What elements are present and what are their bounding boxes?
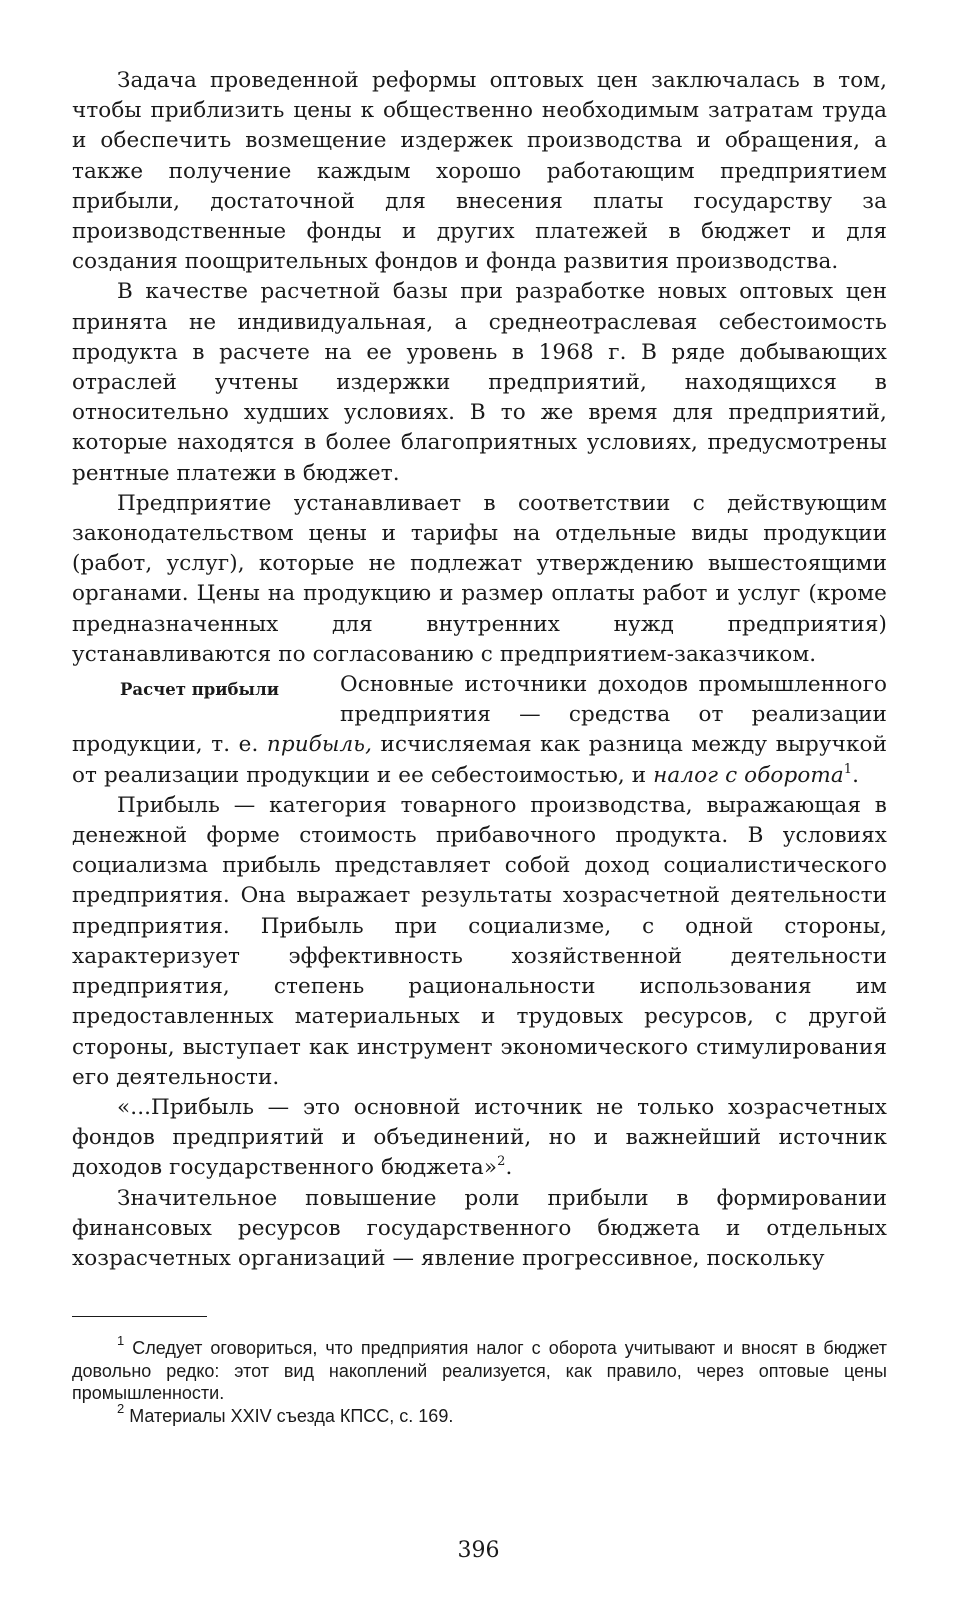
text-run: Основные источники доходов промышленного предприятия — средства от реализации продукции, т. е. [72, 672, 887, 758]
footnote-ref-1: 1 [843, 761, 853, 777]
paragraph-profit-role: Значительное повышение роли прибыли в формировании финансовых ресурсов государственного бюджета и отдельных хозрасчетных организаций — явление прогрессивное, поскольку [72, 1185, 887, 1271]
footnote-2 [72, 1400, 887, 1428]
paragraph-quote [72, 1093, 887, 1184]
text-run: . [505, 1155, 513, 1181]
paragraph-price-reform-goal: Задача проведенной реформы оптовых цен заключалась в том, чтобы приблизить цены к общественно необходимым затратам труда и обеспечить возмещение издержек производства и обращения, а также получение каждым хорошо работающим предприятием прибыли, достаточной для внесения платы государству за производственные фонды и других платежей в бюджет и для создания поощрительных фондов и фонда развития производства. [72, 68, 887, 275]
page-number: 396 [457, 1538, 500, 1563]
footnote-text: Следует оговориться, что предприятия налог с оборота учитывают и вносят в бюджет довольно редко: этот вид накоплений реализуется, как правило, через оптовые цены промышленности. [72, 1338, 887, 1404]
paragraph-enterprise-prices: Предприятие устанавливает в соответствии с действующим законодательством цены и тарифы на отдельные виды продукции (работ, услуг), которые не подлежат утверждению вышестоящими органами. Цены на продукцию и размер оплаты работ и услуг (кроме предназначенных для внутренних нужд предприятия) устанавливаются по согласованию с предприятием-заказчиком. [72, 490, 887, 667]
paragraph-profit-definition: Прибыль — категория товарного производства, выражающая в денежной форме стоимость прибавочного продукта. В условиях социализма прибыль представляет собой доход социалистического предприятия. Она выражает результаты хозрасчетной деятельности предприятия. Прибыль при социализме, с одной стороны, характеризует эффективность хозяйственной деятельности предприятия, степень рациональности использования им предоставленных материальных и трудовых ресурсов, с другой стороны, выступает как инструмент экономического стимулирования его деятельности. [72, 792, 887, 1090]
footnote-ref-2: 2 [497, 1154, 506, 1170]
footnote-1 [72, 1333, 887, 1405]
footnote-text: Материалы XXIV съезда КПСС, с. 169. [124, 1405, 454, 1426]
text-run: . [852, 762, 860, 788]
footnote-divider [72, 1316, 207, 1317]
page-body [72, 66, 887, 1427]
paragraph-calculation-base: В качестве расчетной базы при разработке новых оптовых цен принята не индивидуальная, а среднеотраслевая себестоимость продукта в расчете на ее уровень в 1968 г. В ряде добывающих отраслей учтены издержки предприятий, находящихся в относительно худших условиях. В то же время для предприятий, которые находятся в более благоприятных условиях, предусмотрены рентные платежи в бюджет. [72, 279, 887, 486]
footnote-mark: 1 [117, 1333, 125, 1349]
emphasis-turnover-tax: налог с оборота [653, 762, 844, 788]
emphasis-profit: прибыль, [266, 732, 373, 758]
profit-section [72, 670, 887, 791]
footnote-mark: 2 [117, 1400, 125, 1416]
text-run: исчисляемая как разница между выручкой от реализации продукции и ее себестоимостью, и [72, 732, 887, 788]
quote-text: «...Прибыль — это основной источник не только хозрасчетных фондов предприятий и объединений, но и важнейший источник доходов государственного бюджета» [72, 1094, 887, 1181]
side-heading: Расчет прибыли [120, 680, 279, 700]
